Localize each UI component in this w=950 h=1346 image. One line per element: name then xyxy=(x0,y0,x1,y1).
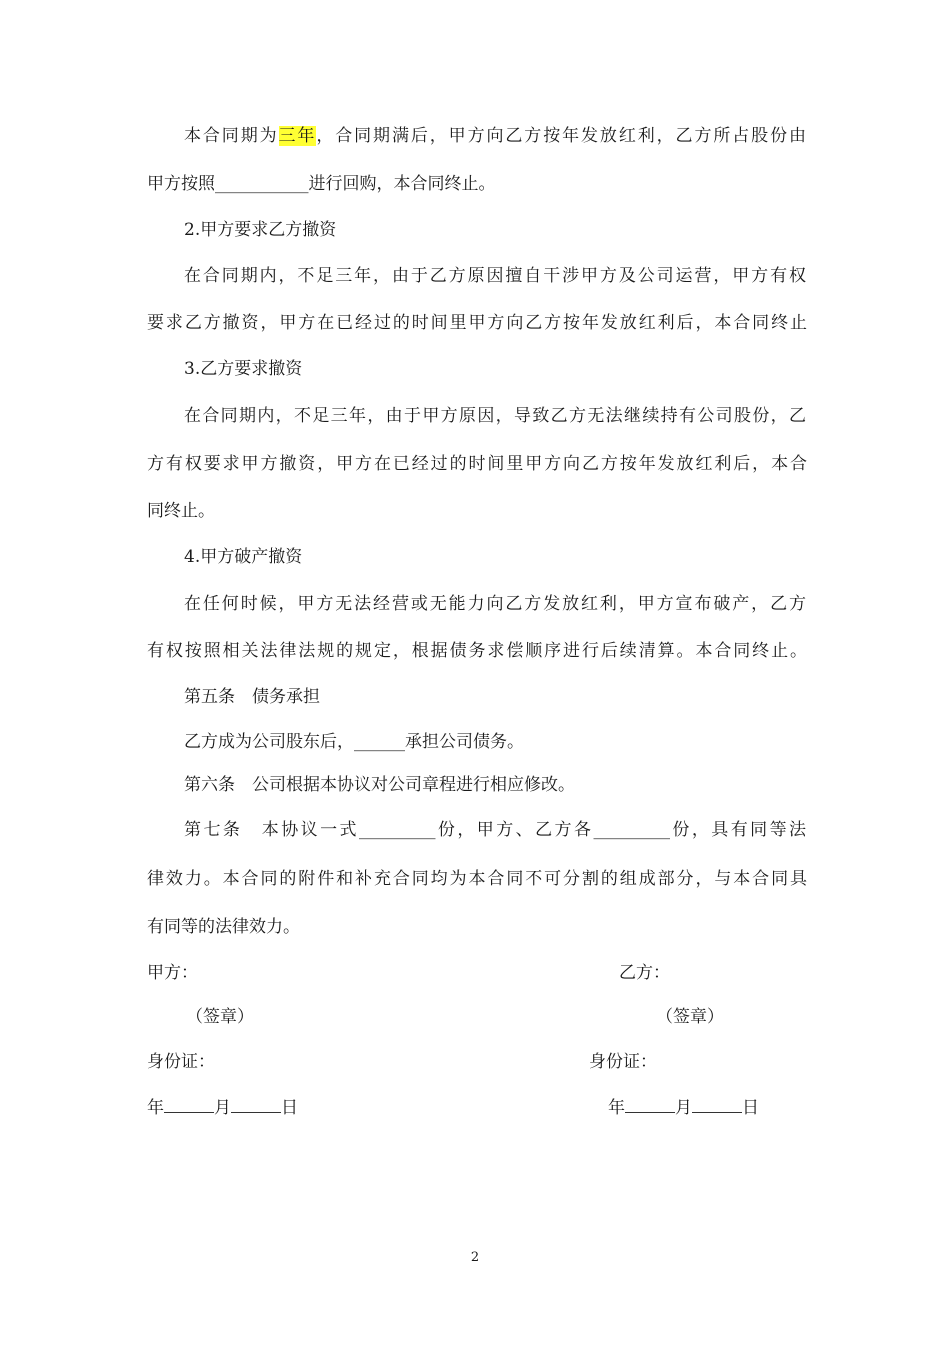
party-b-id-card: 身份证： xyxy=(589,1052,657,1072)
party-b-date xyxy=(608,1096,908,1119)
text: 甲方按照 xyxy=(147,174,215,194)
section-2-line-2: 要求乙方撤资，甲方在已经过的时间里甲方向乙方按年发放红利后，本合同终止 xyxy=(147,313,807,333)
fill-in-blank: ___________ xyxy=(215,174,309,194)
article-7-line-3: 有同等的法律效力。 xyxy=(147,917,300,937)
section-4-line-1: 在任何时候，甲方无法经营或无能力向乙方发放红利，甲方宣布破产，乙方 xyxy=(184,594,806,614)
section-3-line-3: 同终止。 xyxy=(147,501,215,521)
section-4-line-2: 有权按照相关法律法规的规定，根据债务求偿顺序进行后续清算。本合同终止。 xyxy=(147,641,807,661)
date-month-label: 月 xyxy=(214,1098,231,1118)
party-b-seal: （签章） xyxy=(656,1007,724,1027)
article-5-text xyxy=(184,731,806,753)
fill-in-blank: _________ xyxy=(593,820,670,840)
party-a-id-card: 身份证： xyxy=(147,1052,215,1072)
text: 承担公司债务。 xyxy=(405,732,524,752)
party-a-seal: （签章） xyxy=(186,1007,254,1027)
section-3-line-1: 在合同期内，不足三年，由于甲方原因，导致乙方无法继续持有公司股份，乙 xyxy=(184,406,806,426)
date-year-blank xyxy=(625,1096,675,1113)
contract-term-line-1 xyxy=(184,125,806,147)
date-month-blank xyxy=(231,1096,281,1113)
text: 进行回购，本合同终止。 xyxy=(308,174,496,194)
article-5-title: 第五条 债务承担 xyxy=(184,687,320,707)
party-b-label: 乙方： xyxy=(619,963,670,983)
text: 乙方成为公司股东后， xyxy=(184,732,354,752)
date-day-label: 日 xyxy=(281,1098,298,1118)
date-month-blank xyxy=(692,1096,742,1113)
text: 份，具有同等法 xyxy=(669,820,807,840)
date-year-blank xyxy=(164,1096,214,1113)
article-7-line-1 xyxy=(184,819,806,841)
date-month-label: 月 xyxy=(675,1098,692,1118)
date-year-label: 年 xyxy=(147,1098,164,1118)
highlighted-term: 三年 xyxy=(278,126,317,146)
party-a-label: 甲方： xyxy=(147,963,198,983)
date-day-label: 日 xyxy=(742,1098,759,1118)
fill-in-blank: ______ xyxy=(354,732,405,752)
page-number: 2 xyxy=(470,1250,480,1265)
section-heading-2: 2.甲方要求乙方撤资 xyxy=(184,220,337,240)
section-3-line-2: 方有权要求甲方撤资，甲方在已经过的时间里甲方向乙方按年发放红利后，本合 xyxy=(147,454,807,474)
contract-term-line-2 xyxy=(147,173,807,195)
text: 本合同期为 xyxy=(184,126,279,146)
article-7-line-2: 律效力。本合同的附件和补充合同均为本合同不可分割的组成部分，与本合同具 xyxy=(147,869,807,889)
text: ，合同期满后，甲方向乙方按年发放红利，乙方所占股份由 xyxy=(316,126,806,146)
section-heading-4: 4.甲方破产撤资 xyxy=(184,547,303,567)
fill-in-blank: _________ xyxy=(358,820,436,840)
section-heading-3: 3.乙方要求撤资 xyxy=(184,359,303,379)
text: 第七条 本协议一式 xyxy=(184,820,359,840)
party-a-date xyxy=(147,1096,447,1119)
section-2-line-1: 在合同期内，不足三年，由于乙方原因擅自干涉甲方及公司运营，甲方有权 xyxy=(184,266,806,286)
text: 份，甲方、乙方各 xyxy=(435,820,594,840)
date-year-label: 年 xyxy=(608,1098,625,1118)
article-6-text: 第六条 公司根据本协议对公司章程进行相应修改。 xyxy=(184,775,575,795)
